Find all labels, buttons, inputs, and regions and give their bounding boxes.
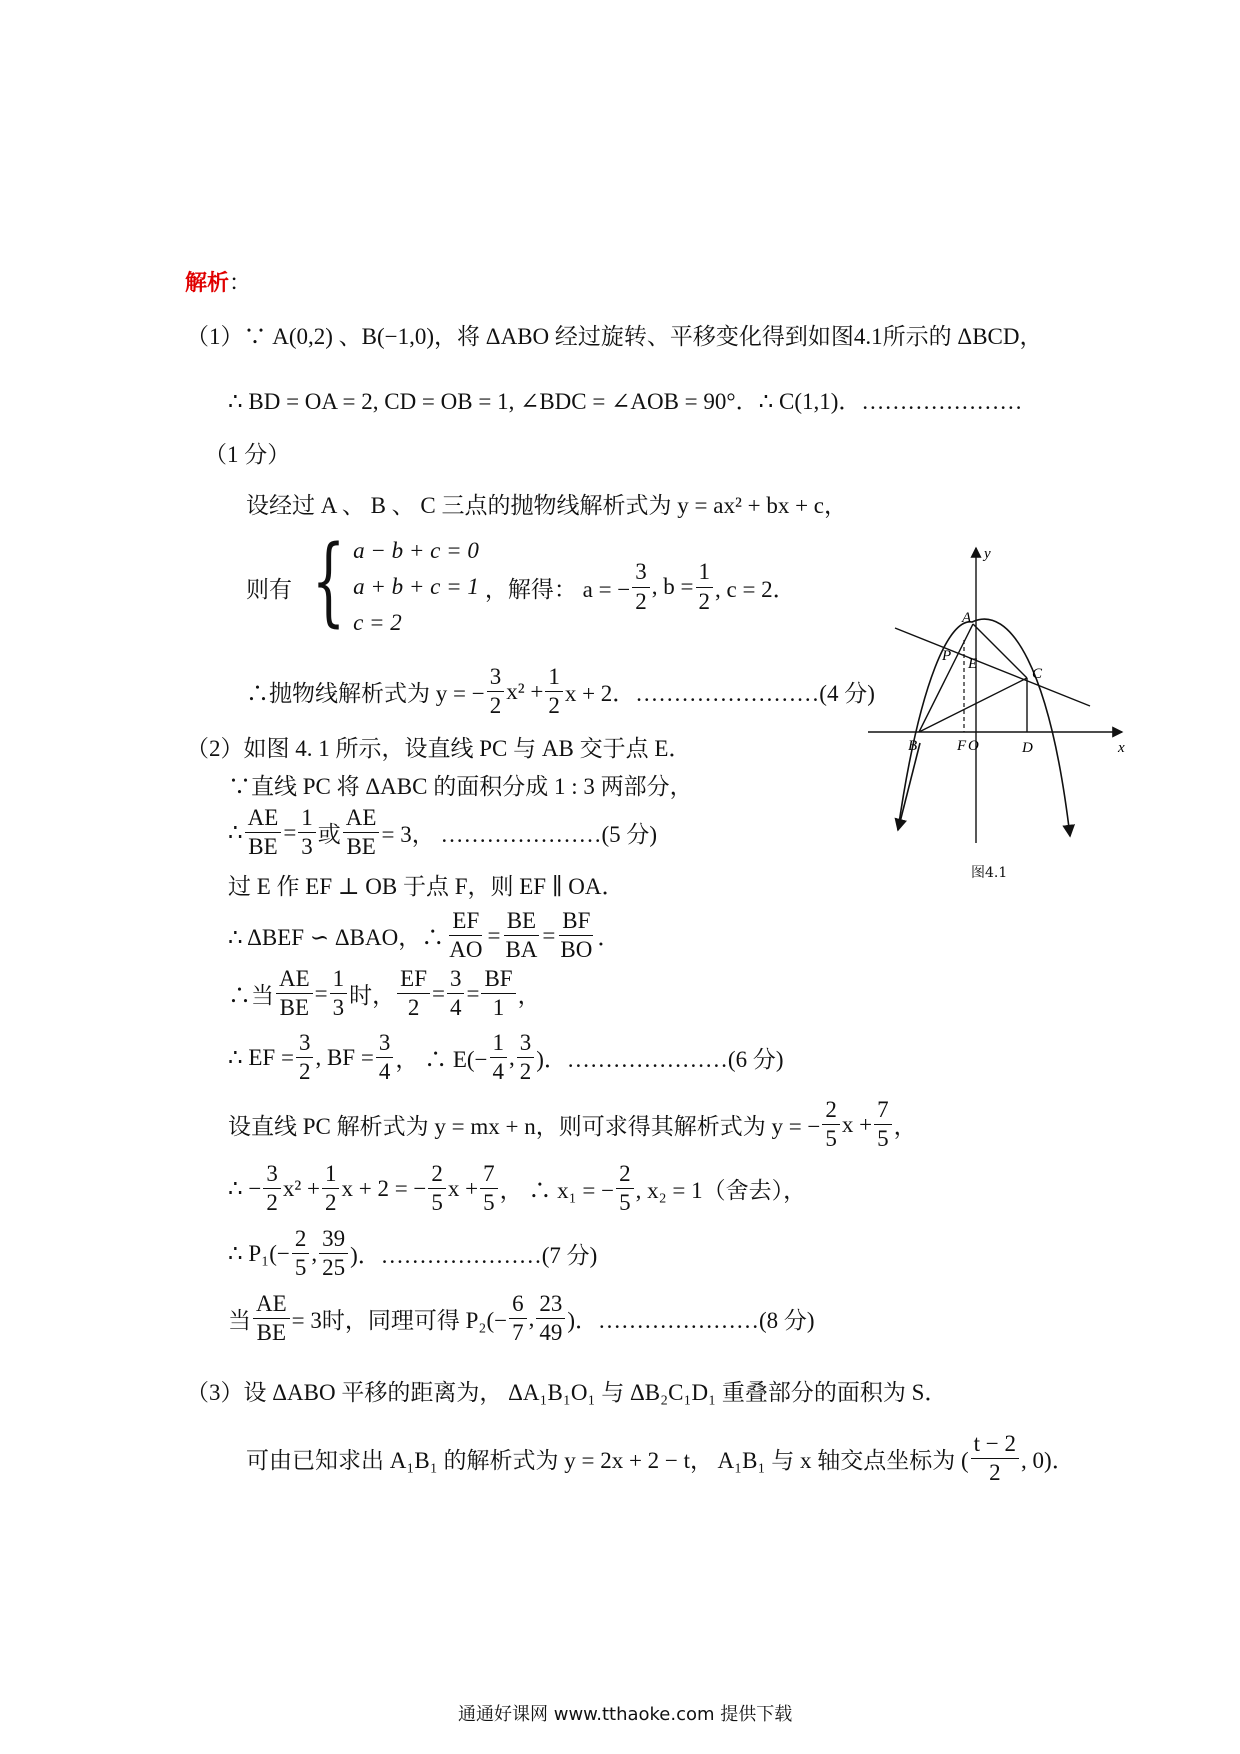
fraction: $\frac{3}{2}$ [296,1031,314,1084]
figure-caption: 图4.1 [971,865,1008,881]
fraction: $\frac{AE}{BE}$ [253,1292,290,1345]
fraction: $\frac{1}{3}$ [330,967,348,1020]
solve-text: , b = [651,574,694,599]
p2-equation-line [228,1162,806,1215]
system-row: a − b + c = 0 [353,538,479,563]
fraction: $\frac{7}{5}$ [480,1162,498,1215]
eq-text: x + 2 = − [341,1175,427,1201]
fraction: $\frac{BF}{1}$ [481,967,515,1020]
fraction: $\frac{3}{4}$ [447,967,465,1020]
p2-line4: 过 E 作 EF ⊥ OB 于点 F，则 EF ∥ OA． [228,874,625,899]
page-footer: 通通好课网 www.tthaoke.com 提供下载 [458,1704,793,1725]
system-row: c = 2 [353,610,402,635]
equation-system [298,525,479,637]
similar-text: ∴ ΔBEF ∽ ΔBAO，∴ [228,925,445,951]
p2-text: )．…………………(8 分) [567,1308,815,1334]
p1-text: )．…………………(7 分) [350,1243,598,1269]
p2-when-line: ∴当 $\frac{AE}{BE}$ = $\frac{1}{3}$ 时， $\frac{EF}{2}$ = $\frac{3}{4}$ = $\frac{BF}{1}$ ， [228,966,541,1021]
p1-line3: 设经过 A 、 B 、 C 三点的抛物线解析式为 y = ax² + bx + c， [246,493,847,518]
fraction: $\frac{3}{2}$ [487,665,505,718]
p1-line2: ∴ BD = OA = 2, CD = OB = 1, ∠BDC = ∠AOB = 90°．∴ C(1,1)．………………… [228,389,1023,414]
p1-system-line [246,525,796,637]
then-label: 则有 [246,576,292,602]
p2-text: = 3时，同理可得 P₂(− [291,1308,508,1334]
solve-text: ，解得： a = − [484,576,631,602]
label-p: P [942,648,952,664]
fraction: $\frac{EF}{2}$ [397,967,430,1020]
fraction: $\frac{3}{2}$ [517,1031,535,1084]
pc-text: 设直线 PC 解析式为 y = mx + n，则可求得其解析式为 y = − [228,1114,821,1140]
fraction: $\frac{AE}{BE}$ [245,806,282,859]
p3-line2 [246,1432,1075,1485]
p1-line1: （1）∵ A(0,2) 、B(−1,0)，将 ΔABO 经过旋转、平移变化得到如图4.1所示的 ΔBCD， [186,324,1043,349]
p3-text: 可由已知求出 A₁B₁ 的解析式为 y = 2x + 2 − t， A₁B₁ 与 x 轴交点坐标为 ( [246,1448,969,1474]
p2-p1-line: ∴ P₁(− $\frac{2}{5}$ , $\frac{39}{25}$ )．…………………(7 分) [228,1226,598,1281]
fraction: $\frac{1}{2}$ [696,560,714,613]
figure-4-1 [860,538,1130,883]
p2-line2: ∵直线 PC 将 ΔABC 的面积分成 1 : 3 两部分， [228,774,693,799]
p2-ratio-line: ∴ $\frac{AE}{BE}$ = $\frac{1}{3}$ 或 $\frac{AE}{BE}$ = 3， …………………(5 分) [228,805,658,860]
fraction: $\frac{3}{4}$ [376,1031,394,1084]
label-e: E [968,656,978,672]
eq-text: ， ∴ x₁ = − [499,1178,615,1204]
fraction: $\frac{t - 2}{2}$ [971,1432,1019,1485]
system-row: a + b + c = 1 [353,574,479,599]
label-f: F [957,738,967,754]
fraction: $\frac{2}{5}$ [428,1162,446,1215]
label-x: x [1118,740,1125,756]
eq-text: ∴ − [228,1175,262,1201]
fraction: $\frac{AE}{BE}$ [276,967,313,1020]
label-c: C [1032,666,1043,682]
fraction: $\frac{1}{3}$ [298,806,316,859]
fraction: $\frac{6}{7}$ [509,1292,527,1345]
fraction: $\frac{3}{2}$ [632,560,650,613]
fraction: $\frac{1}{2}$ [545,665,563,718]
pc-text: x + [841,1111,873,1137]
segment-bc [919,678,1027,732]
p3-text: , 0)． [1021,1448,1075,1474]
p2-text: 当 [228,1308,251,1334]
fraction: $\frac{2}{5}$ [616,1162,634,1215]
brace-icon: { [311,525,346,637]
fraction: $\frac{2}{5}$ [822,1098,840,1151]
p1-text: ∴ P₁(− [228,1240,290,1266]
fraction: $\frac{1}{2}$ [322,1162,340,1215]
fraction: $\frac{23}{49}$ [536,1292,565,1345]
eq-text: x + [447,1175,479,1201]
section-heading: 解析： [185,271,252,296]
p1-score: （1 分） [204,442,291,467]
when-text: 时， [349,983,396,1009]
ef-text: )．…………………(6 分) [536,1047,784,1073]
pc-text: ， [893,1114,917,1140]
p1-result-line [246,665,875,718]
p2-similar-line: ∴ ΔBEF ∽ ΔBAO，∴ $\frac{EF}{AO}$ = $\frac{BE}{BA}$ = $\frac{BF}{BO}$ ． [228,908,621,963]
eq-text: , x₂ = 1（舍去）， [635,1178,807,1204]
result-text: ∴抛物线解析式为 y = − [246,681,485,707]
fraction: $\frac{7}{5}$ [874,1098,892,1151]
fraction: $\frac{BF}{BO}$ [560,908,593,963]
fraction: $\frac{3}{2}$ [263,1162,281,1215]
ef-text: ， ∴ E(− [395,1047,488,1073]
fraction: $\frac{BE}{BA}$ [505,908,538,963]
ef-text: ∴ EF = [228,1044,294,1070]
p2-p2-line: 当 $\frac{AE}{BE}$ = 3时，同理可得 P₂(− $\frac{6}{7}$ , $\frac{23}{49}$ )．…………………(8 分) [228,1291,815,1346]
p3-line1: （3）设 ΔABO 平移的距离为， ΔA₁B₁O₁ 与 ΔB₂C₁D₁ 重叠部分的面积为 S． [186,1380,948,1405]
parabola-curve [898,619,1070,836]
line-pc [895,628,1090,706]
result-text: x² + [506,678,544,704]
fraction: $\frac{EF}{AO}$ [449,908,483,963]
fraction: $\frac{2}{5}$ [292,1227,310,1280]
p2-line1: （2）如图 4. 1 所示，设直线 PC 与 AB 交于点 E． [186,736,692,761]
ef-text: , BF = [315,1044,374,1070]
fraction: $\frac{39}{25}$ [319,1227,348,1280]
label-a: A [962,610,972,626]
label-y: y [984,546,991,562]
label-o: O [968,738,979,754]
label-b: B [908,738,918,754]
parabola-left-arm [898,743,920,830]
p2-ef-line: ∴ EF = $\frac{3}{2}$ , BF = $\frac{3}{4}$ ， ∴ E(− $\frac{1}{4}$ , $\frac{3}{2}$ )．…………………(6 分) [228,1030,784,1085]
label-d: D [1022,740,1033,756]
solve-text: , c = 2． [715,576,796,602]
p2-line-pc [228,1098,917,1151]
fraction: $\frac{AE}{BE}$ [343,806,380,859]
result-text: x + 2．……………………(4 分) [564,681,875,707]
fraction: $\frac{1}{4}$ [490,1031,508,1084]
ratio-text: = 3， …………………(5 分) [381,822,658,848]
when-text: ∴当 [228,983,274,1009]
ratio-text: ∴ [228,819,243,845]
eq-text: x² + [282,1175,320,1201]
ratio-text: 或 [317,822,341,848]
